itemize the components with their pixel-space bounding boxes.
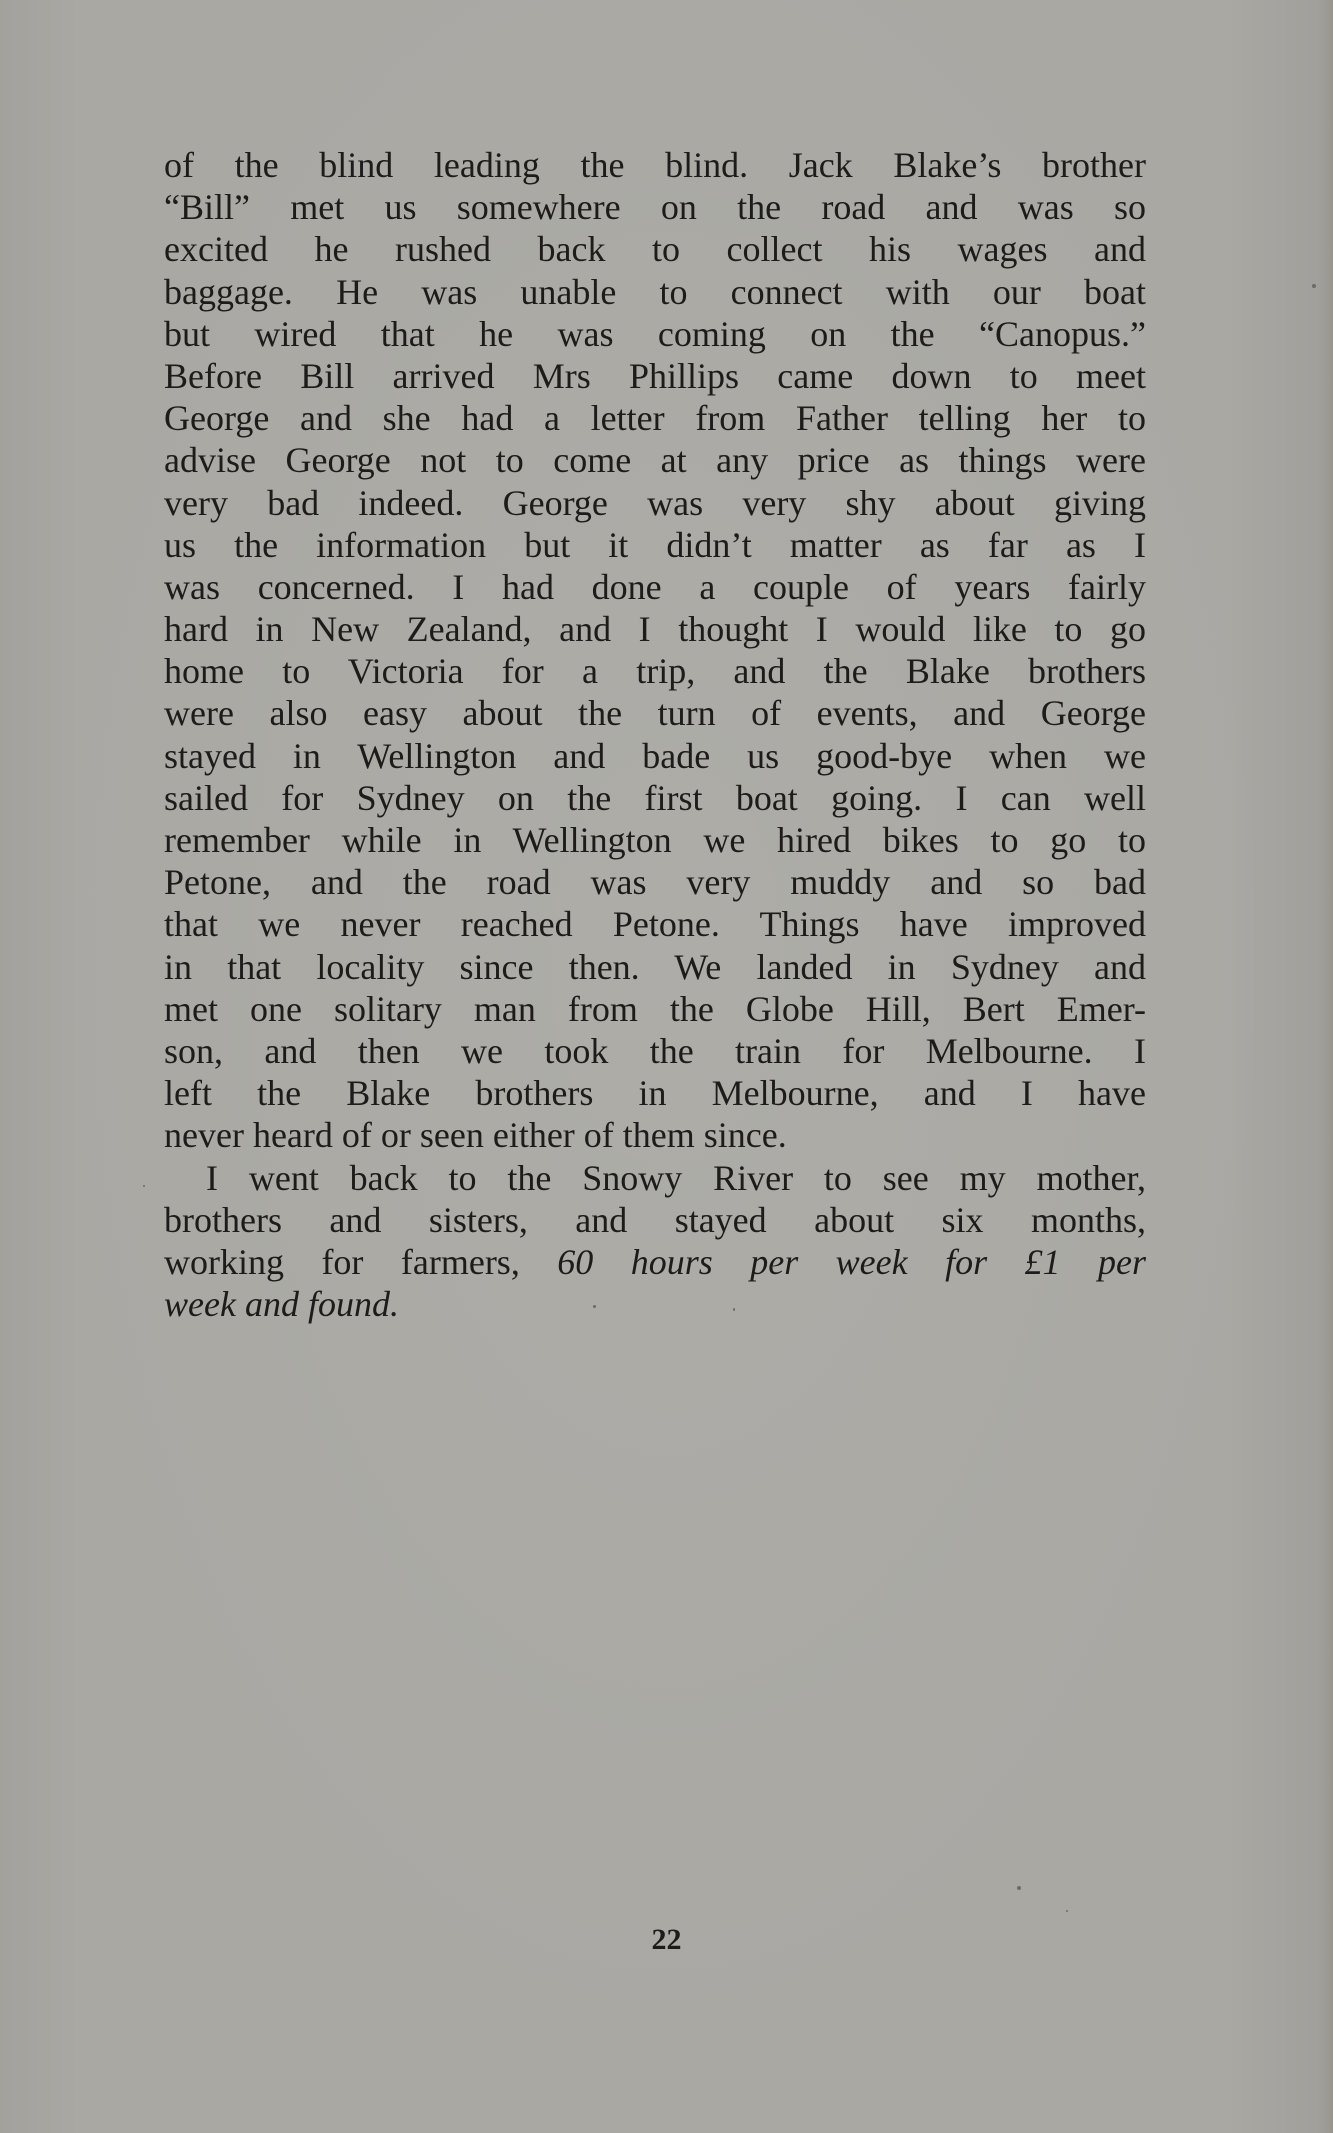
paper-speck [1066,1910,1068,1912]
text-line: baggage. He was unable to connect with our boat [164,271,1146,312]
text-run: working for farmers, [164,1241,558,1282]
page-edge-shadow [1319,0,1333,2133]
text-line: I went back to the Snowy River to see my mother, [206,1157,1146,1198]
text-line: advise George not to come at any price as things were [164,440,1146,481]
text-line: “Bill” met us somewhere on the road and was so [164,187,1146,228]
paper-speck [733,1308,735,1311]
text-line [164,1241,1146,1283]
text-line: of the blind leading the blind. Jack Blake’s brother [164,145,1146,185]
text-line: son, and then we took the train for Melbourne. I [164,1030,1146,1071]
text-line: was concerned. I had done a couple of years fairly [164,566,1146,607]
paper-speck [1017,1886,1021,1890]
italic-text-run: 60 hours per week for £1 per [557,1241,1146,1282]
text-line: Before Bill arrived Mrs Phillips came down to meet [164,355,1146,396]
italic-text-run: week and found. [164,1284,399,1325]
text-line: but wired that he was coming on the “Canopus.” [164,313,1146,354]
body-text [164,144,1146,1325]
text-line: that we never reached Petone. Things have improved [164,904,1146,945]
text-line: Petone, and the road was very muddy and so bad [164,862,1146,903]
text-line: home to Victoria for a trip, and the Blake brothers [164,651,1146,692]
text-line: in that locality since then. We landed in Sydney and [164,946,1146,987]
text-line: were also easy about the turn of events, and George [164,693,1146,734]
text-line: brothers and sisters, and stayed about six months, [164,1199,1146,1240]
text-line: very bad indeed. George was very shy about giving [164,482,1146,523]
text-line: sailed for Sydney on the first boat going. I can well [164,777,1146,818]
text-line [164,1283,1146,1325]
paper-speck [143,1185,145,1187]
page-number: 22 [651,1923,682,1956]
paper-speck [1312,284,1316,288]
text-line: met one solitary man from the Globe Hill, Bert Emer- [164,988,1146,1029]
text-line: left the Blake brothers in Melbourne, and I have [164,1073,1146,1114]
text-line: hard in New Zealand, and I thought I would like to go [164,609,1146,650]
text-line: never heard of or seen either of them since. [164,1115,787,1156]
text-line: stayed in Wellington and bade us good-bye when we [164,735,1146,776]
text-line: excited he rushed back to collect his wages and [164,229,1146,270]
text-line: us the information but it didn’t matter as far as I [164,524,1146,565]
text-line: remember while in Wellington we hired bikes to go to [164,820,1146,860]
paper-speck [593,1305,596,1308]
text-line: George and she had a letter from Father telling her to [164,398,1146,439]
